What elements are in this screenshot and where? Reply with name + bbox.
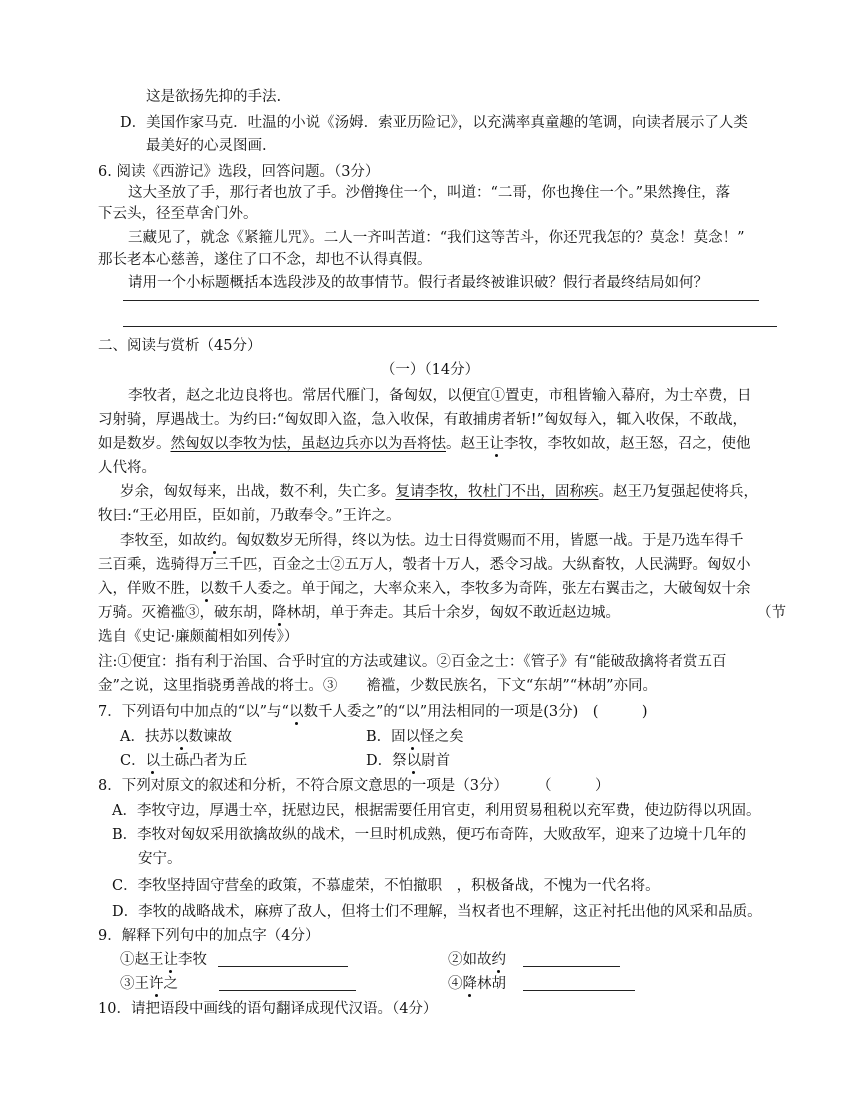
- passage-p1-line2: 习射骑，厚遇战士。为约曰:“匈奴即入盗，急入收保，有敢捕虏者斩!”匈奴每入，辄入收保，不敢战，: [98, 412, 748, 428]
- q6-answer-line-2[interactable]: [123, 326, 777, 327]
- q9-blank-2[interactable]: [523, 966, 620, 967]
- q6-passage-p1-line2: 下云头，径至草舍门外。: [98, 206, 258, 222]
- passage-p3-line3: 入，佯败不胜，以数千人委之。单于闻之，大率众来入，李牧多为奇阵，张左右翼击之，大破匈奴十余: [98, 581, 751, 597]
- q9-blank-3[interactable]: [219, 990, 356, 991]
- underlined-sentence-1: 然匈奴以李牧为怯，虽赵边兵亦以为吾将怯: [170, 436, 446, 452]
- passage-p1-line4: 人代将。: [98, 460, 156, 476]
- notes-line1: 注:①便宜：指有利于治国、合乎时宜的方法或建议。②百金之士：《管子》有“能破敌擒将者赏五百: [98, 654, 727, 670]
- q5-option-d-line2: 最美好的心灵图画.: [146, 138, 267, 154]
- q6-passage-p2-line1: 三藏见了，就念《紧箍儿咒》。二人一齐叫苦道：“我们这等苦斗，你还咒我怎的？莫念！莫念！”: [128, 230, 745, 246]
- q8-option-a[interactable]: A．李牧守边，厚遇士卒，抚慰边民，根据需要任用官吏，利用贸易租税以充军费，使边防得以巩固。: [112, 803, 761, 819]
- q8-option-b-line2[interactable]: 安宁。: [138, 851, 182, 867]
- passage-p1-line1: 李牧者，赵之北边良将也。常居代雁门，备匈奴，以便宜①置吏，市租皆输入幕府，为士卒费，日: [128, 388, 752, 404]
- section-2-subtitle: （一）（14分）: [380, 362, 480, 378]
- passage-p3-line2: 三百乘，选骑得万三千匹，百金之士②五万人，彀者十万人，悉令习战。大纵畜牧，人民满野。匈奴小: [98, 557, 751, 573]
- notes-line2: 金”之说，这里指骁勇善战的将士。③ 襜褴，少数民族名，下文“东胡”“林胡”亦同。: [98, 678, 658, 694]
- passage-source-start: （节: [757, 605, 786, 621]
- dotted-char-xiang: 降: [272, 605, 287, 621]
- q9-item-3: ③王许之: [120, 976, 178, 992]
- passage-p2-line1: 岁余，匈奴每来，出战，数不利，失亡多。复请李牧，牧杜门不出，固称疾。赵王乃复强起使将兵，: [120, 484, 758, 500]
- underlined-sentence-2: 复请李牧，牧杜门不出，固称疾: [395, 484, 599, 500]
- q7-stem: 7．下列语句中加点的“以”与“以数千人委之”的“以”用法相同的一项是(3分) ( ): [98, 704, 648, 720]
- q7-option-c[interactable]: C．以土砾凸者为丘: [120, 753, 248, 769]
- passage-p2-line2: 牧曰:“王必用臣，臣如前，乃敢奉令。”王许之。: [98, 508, 401, 524]
- q9-blank-4[interactable]: [523, 990, 635, 991]
- q7-option-d[interactable]: D．祭以尉首: [366, 753, 451, 769]
- q5-option-d-line1: D．美国作家马克．吐温的小说《汤姆．索亚历险记》，以充满率真童趣的笔调，向读者展示了人类: [120, 115, 748, 131]
- q8-stem: 8．下列对原文的叙述和分析，不符合原文意思的一项是（3分） （ ）: [98, 778, 610, 794]
- passage-p1-line3: 如是数岁。然匈奴以李牧为怯，虽赵边兵亦以为吾将怯。赵王让李牧，李牧如故，赵王怒，召之，使他: [98, 436, 751, 452]
- q10-title: 10．请把语段中画线的语句翻译成现代汉语。（4分）: [98, 1001, 438, 1017]
- dotted-char-rang: 让: [489, 436, 504, 452]
- section-2-title: 二、阅读与赏析（45分）: [98, 338, 262, 354]
- passage-source: 选自《史记·廉颇蔺相如列传》）: [98, 629, 299, 645]
- q9-item-4: ④降林胡: [448, 976, 506, 992]
- dotted-char-yi: 以: [199, 581, 214, 597]
- q6-title: 6. 阅读《西游记》选段，回答问题。（3分）: [98, 164, 380, 180]
- q6-passage-p1-line1: 这大圣放了手，那行者也放了手。沙僧搀住一个，叫道：“二哥，你也搀住一个。”果然搀住，落: [128, 185, 731, 201]
- q6-prompt: 请用一个小标题概括本选段涉及的故事情节。假行者最终被谁识破？假行者最终结局如何？: [128, 275, 708, 291]
- passage-p3-line1: 李牧至，如故约。匈奴数岁无所得，终以为怯。边士日得赏赐而不用，皆愿一战。于是乃选车得千: [120, 533, 744, 549]
- q9-blank-1[interactable]: [218, 966, 348, 967]
- q8-option-c[interactable]: C．李牧坚持固守营垒的政策，不慕虚荣，不怕撤职 ，积极备战，不愧为一代名将。: [112, 878, 660, 894]
- q8-option-b-line1[interactable]: B．李牧对匈奴采用欲擒故纵的战术，一旦时机成熟，便巧布奇阵，大败敌军，迎来了边境十几年的: [112, 827, 747, 843]
- q5-option-c-tail: 这是欲扬先抑的手法.: [146, 89, 282, 105]
- q9-item-2: ②如故约: [448, 952, 506, 968]
- q9-item-1: ①赵王让李牧: [120, 952, 207, 968]
- passage-p3-line4: 万骑。灭襜褴③，破东胡，降林胡，单于奔走。其后十余岁，匈奴不敢近赵边城。: [98, 605, 620, 621]
- q7-option-b[interactable]: B．固以怪之矣: [366, 729, 464, 745]
- q6-answer-line-1[interactable]: [123, 300, 759, 301]
- q9-title: 9．解释下列句中的加点字（4分）: [98, 928, 320, 944]
- q7-option-a[interactable]: A．扶苏以数谏故: [120, 729, 232, 745]
- q8-option-d[interactable]: D．李牧的战略战术，麻痹了敌人，但将士们不理解，当权者也不理解，这正衬托出他的风采和品质。: [112, 904, 762, 920]
- dotted-char-yue: 约: [207, 533, 222, 549]
- q6-passage-p2-line2: 那长老本心慈善，遂住了口不念，却也不认得真假。: [98, 252, 432, 268]
